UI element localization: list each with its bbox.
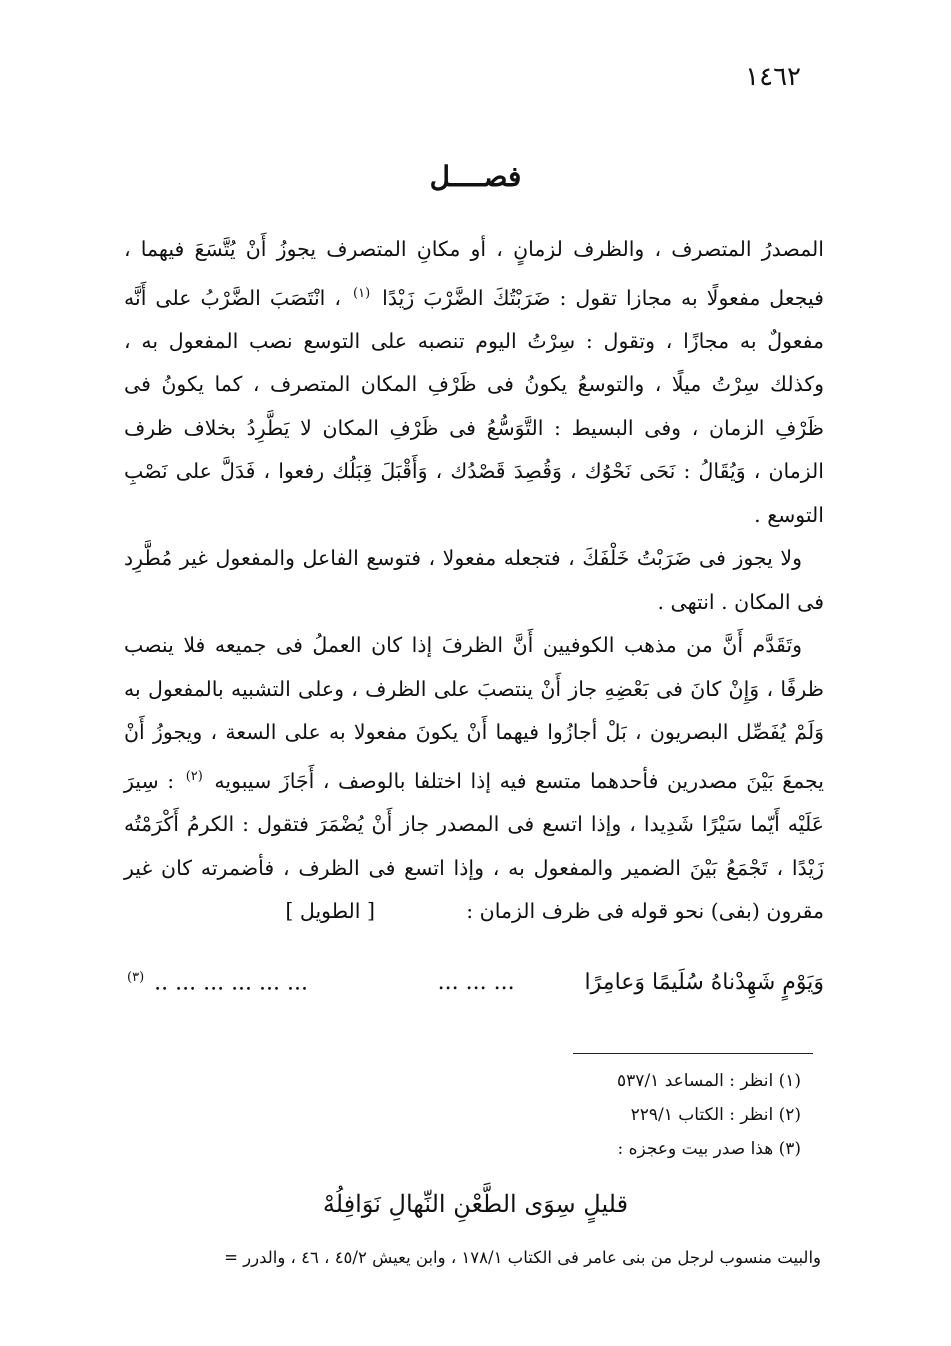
footnote-2: (٢) انظر : الكتاب ٢٢٩/١ <box>630 1105 801 1125</box>
footnote-ref-3: (٣) <box>127 970 145 985</box>
couplet-second-hemistich: قليلٍ سِوَى الطَّعْنِ النِّهالِ نَوَافِلُهْ <box>322 1190 629 1218</box>
paragraph-1 <box>124 228 824 537</box>
footnotes <box>201 1064 801 1166</box>
verse-dots-right: ... ... ... <box>437 970 515 995</box>
paragraph-1-continued: ، انْتَصَبَ الضَّرْبُ على أَنَّه مفعولٌ به مجازًا ، وتقول : سِرْتُ اليوم تنصبه على التوسع نصب المفعول به ، وكذلك سِرْتُ ميلًا ، والتوسعُ يكونُ فى ظَرْفِ المكان المتصرف ، كما يكونُ فى ظَرْفِ الزمان ، وفى البسيط : التَّوَسُّعُ فى ظَرْفِ المكان لا يَطَّرِدُ بخلاف ظرف الزمان ، وَيُقَالُ : نَحَى نَحْوُك ، وَقُصِدَ قَصْدُك ، وَأَقْبَلَ قِبَلُك رفعوا ، فَدَلَّ على نَصْبِ التوسع . <box>124 285 824 527</box>
verse-line <box>124 970 824 995</box>
footnote-3: (٣) هذا صدر بيت وعجزه : <box>617 1139 801 1159</box>
footnote-ref-1: (١) <box>353 285 371 301</box>
footnote-divider <box>573 1053 813 1054</box>
section-title: فصــــل <box>429 160 522 193</box>
paragraph-2: ولا يجوز فى ضَرَبْتُ خَلْفَكَ ، فتجعله مفعولا ، فتوسع الفاعل والمفعول غير مُطَّرِد فى المكان . انتهى . <box>124 546 824 614</box>
bottom-footnote: والبيت منسوب لرجل من بنى عامر فى الكتاب ١٧٨/١ ، وابن يعيش ٤٥/٢ ، ٤٦ ، والدرر = <box>224 1248 821 1267</box>
footnote-1: (١) انظر : المساعد ٥٣٧/١ <box>617 1071 801 1091</box>
main-body-text <box>124 228 824 934</box>
verse-right <box>438 970 824 995</box>
meter-label: [ الطويل ] <box>285 899 376 924</box>
page-number: ١٤٦٢ <box>745 62 801 92</box>
verse-first-hemistich: وَيَوْمٍ شَهِدْناهُ سُلَيمًا وَعامِرًا <box>584 970 824 995</box>
verse-dots-left: .. ... ... ... ... ... <box>154 970 308 996</box>
paragraph-3 <box>124 624 824 933</box>
paragraph-1-text: المصدرُ المتصرف ، والظرف لزمانٍ ، أو مكانِ المتصرف يجوزُ أَنْ يُتَّسَعَ فيهما ، فيجعل مفعولًا به مجازا تقول : ضَرَبْتُكَ الضَّرْبَ زَيْدًا <box>124 237 824 310</box>
paragraph-3-continued: : سِيرَ عَلَيْه أَيّما سَيْرًا شَدِيدا ، وإذا اتسع فى المصدر جاز أَنْ يُضْمَرَ فتقول : الكرمُ أَكْرَمْتُه زَيْدًا ، تَجْمَعُ بَيْنَ الضمير والمفعول به ، وإذا اتسع فى الظرف ، فأضمرته كان غير مقرون (بفى) نحو قوله فى ظرف الزمان : <box>124 768 824 924</box>
verse-left <box>124 970 308 995</box>
paragraph-3-text: وتَقَدَّم أَنَّ من مذهب الكوفيين أَنَّ الظرفَ إذا كان العملُ فى جميعه فلا ينصب ظرفًا ، وَإِنْ كانَ فى بَعْضِهِ جاز أَنْ ينتصبَ على الظرف ، وعلى التشبيه بالمفعول به وَلَمْ يُفَصِّل البصريون ، بَلْ أجازُوا فيهما أَنْ يكونَ مفعولا به على السعة ، ويجوزُ أَنْ يجمعَ بَيْنَ مصدرين فأحدهما متسع فيه إذا اختلفا بالوصف ، أَجَازَ سيبويه <box>124 633 824 793</box>
footnote-ref-2: (٢) <box>185 768 203 784</box>
